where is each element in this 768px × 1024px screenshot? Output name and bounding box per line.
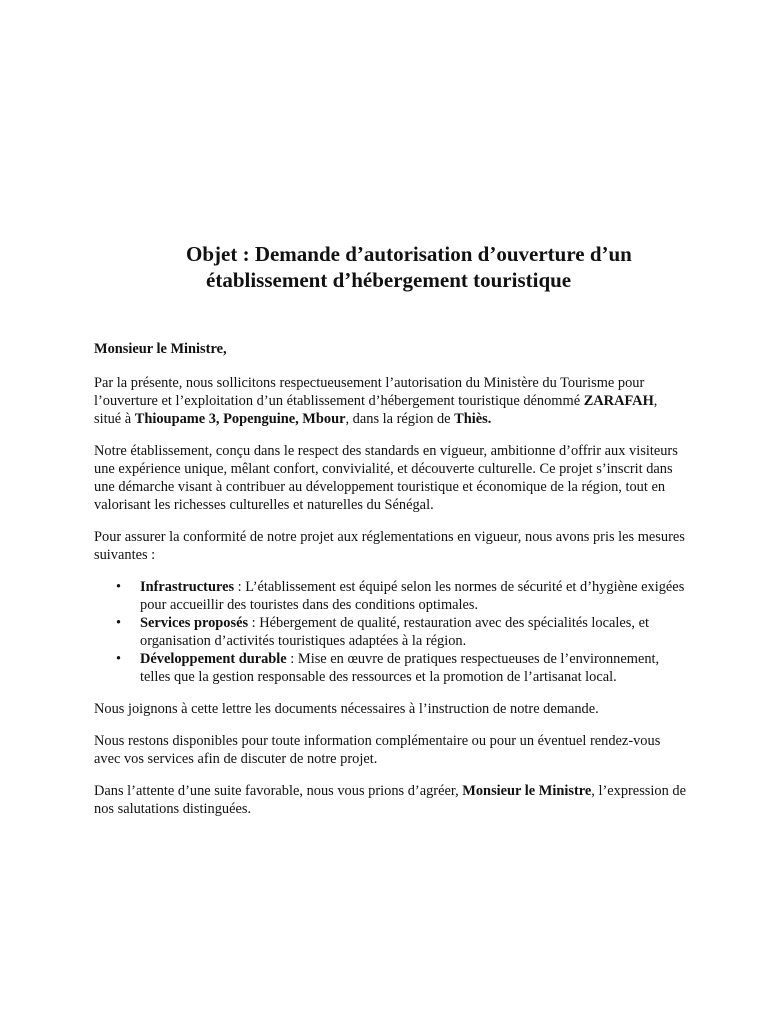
closing-text-2: , l’expression de nos salutations distinguées. bbox=[94, 783, 686, 817]
paragraph-measures-intro: Pour assurer la conformité de notre projet aux réglementations en vigueur, nous avons pris les mesures suivantes : bbox=[94, 529, 685, 563]
bullet-icon: • bbox=[116, 615, 122, 631]
closing-addressee: Monsieur le Ministre bbox=[462, 783, 592, 799]
paragraph-request-text-3: , dans la région de bbox=[345, 411, 455, 427]
paragraph-request-text-2: , situé à bbox=[94, 393, 658, 427]
paragraph-availability: Nous restons disponibles pour toute information complémentaire ou pour un éventuel rendez-vous avec vos services afin de discuter de notre projet. bbox=[94, 733, 661, 767]
measure-text: : L’établissement est équipé selon les normes de sécurité et d’hygiène exigées pour accueillir des touristes dans des conditions optimales. bbox=[140, 579, 685, 613]
list-item bbox=[116, 578, 686, 614]
establishment-address: Thioupame 3, Popenguine, Mbour bbox=[134, 411, 346, 427]
measures-list bbox=[94, 578, 686, 686]
letter-body bbox=[94, 340, 686, 832]
paragraph-attachments: Nous joignons à cette lettre les documents nécessaires à l’instruction de notre demande. bbox=[94, 701, 599, 717]
measure-title: Services proposés bbox=[140, 615, 249, 631]
measure-title: Infrastructures bbox=[140, 579, 235, 595]
measure-text: : Mise en œuvre de pratiques respectueuses de l’environnement, telles que la gestion responsable des ressources et la promotion de l’artisanat local. bbox=[140, 651, 660, 685]
subject-line-1: Objet : Demande d’autorisation d’ouverture d’un bbox=[186, 242, 632, 266]
paragraph-closing bbox=[94, 782, 686, 818]
salutation: Monsieur le Ministre, bbox=[94, 341, 227, 357]
paragraph-description: Notre établissement, conçu dans le respect des standards en vigueur, ambitionne d’offrir aux visiteurs une expérience unique, mêlant confort, convivialité, et découverte culturelle. Ce projet s’inscrit dans une démarche visant à contribuer au développement touristique et économique de la région, tout en valorisant les richesses culturelles et naturelles du Sénégal. bbox=[94, 443, 678, 513]
paragraph-request-text-1: Par la présente, nous sollicitons respectueusement l’autorisation du Ministère du Tourisme pour l’ouverture et l’exploitation d’un établissement d’hébergement touristique dénommé bbox=[94, 375, 645, 409]
list-item bbox=[116, 650, 686, 686]
paragraph-request bbox=[94, 374, 686, 428]
establishment-name: ZARAFAH bbox=[583, 393, 654, 409]
measure-title: Développement durable bbox=[140, 651, 287, 667]
list-item bbox=[116, 614, 686, 650]
measure-text: : Hébergement de qualité, restauration avec des spécialités locales, et organisation d’activités touristiques adaptées à la région. bbox=[140, 615, 649, 649]
bullet-icon: • bbox=[116, 651, 122, 667]
closing-text-1: Dans l’attente d’une suite favorable, nous vous prions d’agréer, bbox=[94, 783, 463, 799]
subject-line-2: établissement d’hébergement touristique bbox=[206, 268, 572, 292]
bullet-icon: • bbox=[116, 579, 122, 595]
region-name: Thiès. bbox=[454, 411, 492, 427]
